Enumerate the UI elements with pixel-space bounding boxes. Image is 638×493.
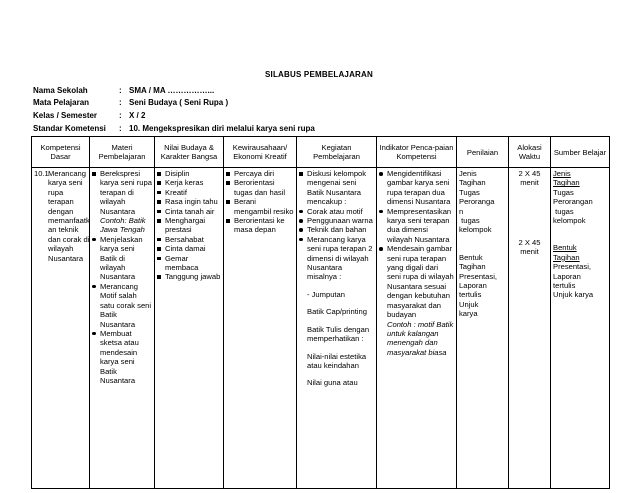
penilaian-line: Unjuk <box>459 299 479 309</box>
penilaian-line: Tagihan <box>459 178 486 188</box>
kegiatan-line: - Jumputan <box>307 289 345 299</box>
list-item: Bersahabat <box>157 235 221 244</box>
cell-kegiatan <box>297 168 377 489</box>
meta-value: Seni Budaya ( Seni Rupa ) <box>129 98 229 108</box>
penilaian-line: Peroranga <box>459 197 495 207</box>
meta-separator: : <box>119 123 122 133</box>
meta-label: Mata Pelajaran <box>33 98 90 108</box>
document-title: SILABUS PEMBELAJARAN <box>264 70 373 79</box>
header-kewirausahaan: Kewirausahaan/ Ekonomi Kreatif <box>224 137 297 168</box>
header-indikator: Indikator Penca-paian Kompetensi <box>377 137 457 168</box>
cell-kewirausahaan <box>224 168 297 489</box>
meta-label: Nama Sekolah <box>33 85 88 95</box>
list-item: Membuat sketsa atau mendesain karya seni Batik Nusantara <box>92 329 152 385</box>
penilaian-line: kelompok <box>459 225 492 235</box>
sumber-line: tugas <box>553 206 574 216</box>
sumber-line: tertulis <box>553 281 576 291</box>
list-item: Corak atau motif <box>299 207 374 216</box>
meta-separator: : <box>119 110 122 120</box>
penilaian-line: Laporan <box>459 281 487 291</box>
meta-separator: : <box>119 98 122 108</box>
kegiatan-line: Nilai-nilai estetika atau keindahan <box>307 351 367 370</box>
list-item: Diskusi kelompok mengenai seni Batik Nusantara mencakup : <box>299 169 374 207</box>
header-alokasi: Alokasi Waktu <box>509 137 551 168</box>
list-item: Gemar membaca <box>157 254 221 273</box>
sumber-line: Tagihan <box>553 178 580 188</box>
list-item: Berorientasi tugas dan hasil <box>226 178 294 197</box>
cell-kompetensi <box>32 168 90 489</box>
sumber-line: Tagihan <box>553 252 580 262</box>
list-item: Merancang Motif salah satu corak seni Batik Nusantara <box>92 282 152 329</box>
sumber-line: Unjuk karya <box>553 290 594 300</box>
sumber-line: kelompok <box>553 216 586 226</box>
list-item: Kreatif <box>157 188 221 197</box>
kegiatan-line: Nilai guna atau <box>307 378 358 388</box>
penilaian-line: Presentasi, <box>459 271 497 281</box>
cell-alokasi <box>509 168 551 489</box>
content-row <box>32 168 610 489</box>
list-item: Berani mengambil resiko <box>226 197 294 216</box>
meta-separator: : <box>119 85 122 95</box>
kegiatan-line: Batik Tulis dengan memperhatikan : <box>307 324 370 344</box>
list-item: Kerja keras <box>157 178 221 187</box>
cell-penilaian <box>457 168 509 489</box>
kd-text: Merancang karya seni rupa terapan dengan memanfaatk an teknik dan corak di wilayah Nusantara <box>48 169 90 263</box>
alokasi-unit: menit <box>520 178 539 188</box>
penilaian-line: tertulis <box>459 290 482 300</box>
sumber-line: Jenis <box>553 169 571 178</box>
header-row <box>32 137 610 168</box>
list-item: Cinta damai <box>157 244 221 253</box>
penilaian-line: Tugas <box>459 187 480 197</box>
meta-label: Standar Kometensi <box>33 123 106 133</box>
list-item: Berorientasi ke masa depan <box>226 216 294 235</box>
cell-nilai <box>155 168 224 489</box>
meta-label: Kelas / Semester <box>33 110 98 120</box>
sumber-line: Perorangan <box>553 197 593 207</box>
sumber-line: Tugas <box>553 187 574 197</box>
kegiatan-line: misalnya : <box>307 272 342 282</box>
list-item: Merancang karya seni rupa terapan 2 dimensi di wilayah Nusantara <box>299 235 374 273</box>
meta-value: 10. Mengekspresikan diri melalui karya seni rupa <box>129 123 315 133</box>
list-item: Mendesain gambar seni rupa terapan yang digali dari seni rupa di wilayah Nusantara sesuai dengan kebutuhan masyarakat dan budayan <box>379 244 454 319</box>
list-item: Mengidentifikasi gambar karya seni rupa terapan dua dimensi Nusantara <box>379 169 454 207</box>
list-item: Menghargai prestasi <box>157 216 221 235</box>
list-item: Teknik dan bahan <box>299 225 374 234</box>
list-item: Cinta tanah air <box>157 207 221 216</box>
meta-value: SMA / MA ……………... <box>129 85 215 95</box>
meta-row <box>33 84 315 97</box>
cell-sumber <box>551 168 610 489</box>
penilaian-line: Bentuk <box>459 252 483 262</box>
list-item: Percaya diri <box>226 169 294 178</box>
list-item: Disiplin <box>157 169 221 178</box>
alokasi-duration: 2 X 45 <box>518 237 541 247</box>
header-sumber: Sumber Belajar <box>551 137 610 168</box>
list-item: Mempresentasikan karya seni terapan dua dimensi wilayah Nusantara <box>379 207 454 245</box>
meta-row <box>33 97 315 110</box>
list-item <box>92 169 152 235</box>
kd-number: 10.1 <box>34 169 49 178</box>
list-item: Menjelaskan karya seni Batik di wilayah Nusantara <box>92 235 152 282</box>
header-penilaian: Penilaian <box>457 137 509 168</box>
list-item: Tanggung jawab <box>157 272 221 281</box>
penilaian-line: Jenis <box>459 169 477 178</box>
header-materi: Materi Pembelajaran <box>90 137 155 168</box>
penilaian-line: karya <box>459 309 478 319</box>
header-nilai: Nilai Budaya & Karakter Bangsa <box>155 137 224 168</box>
penilaian-line: tugas <box>459 216 480 226</box>
header-kegiatan: Kegiatan Pembelajaran <box>297 137 377 168</box>
cell-indikator <box>377 168 457 489</box>
header-kompetensi: Kompetensi Dasar <box>32 137 90 168</box>
penilaian-line: n <box>459 206 464 216</box>
kegiatan-line: Batik Cap/printing <box>307 307 367 317</box>
meta-row <box>33 122 315 135</box>
list-item: Rasa ingin tahu <box>157 197 221 206</box>
meta-row <box>33 109 315 122</box>
sumber-line: Bentuk <box>553 243 577 253</box>
meta-block <box>33 84 315 134</box>
cell-materi <box>90 168 155 489</box>
materi-item: Berekspresi karya seni rupa terapan di wilayah Nusantara <box>100 169 152 216</box>
alokasi-duration: 2 X 45 <box>518 169 541 178</box>
alokasi-unit: menit <box>520 247 539 257</box>
materi-example: Contoh: Batik Jawa Tengah <box>100 216 146 235</box>
indikator-example: Contoh : motif Batik untuk kalangan menengah dan masyarakat biasa <box>387 319 454 357</box>
meta-value: X / 2 <box>129 110 146 120</box>
sumber-line: Laporan <box>553 271 581 281</box>
syllabus-table <box>31 136 610 489</box>
sumber-line: Presentasi, <box>553 262 591 272</box>
penilaian-line: Tagihan <box>459 262 486 272</box>
list-item: Penggunaan warna <box>299 216 374 225</box>
